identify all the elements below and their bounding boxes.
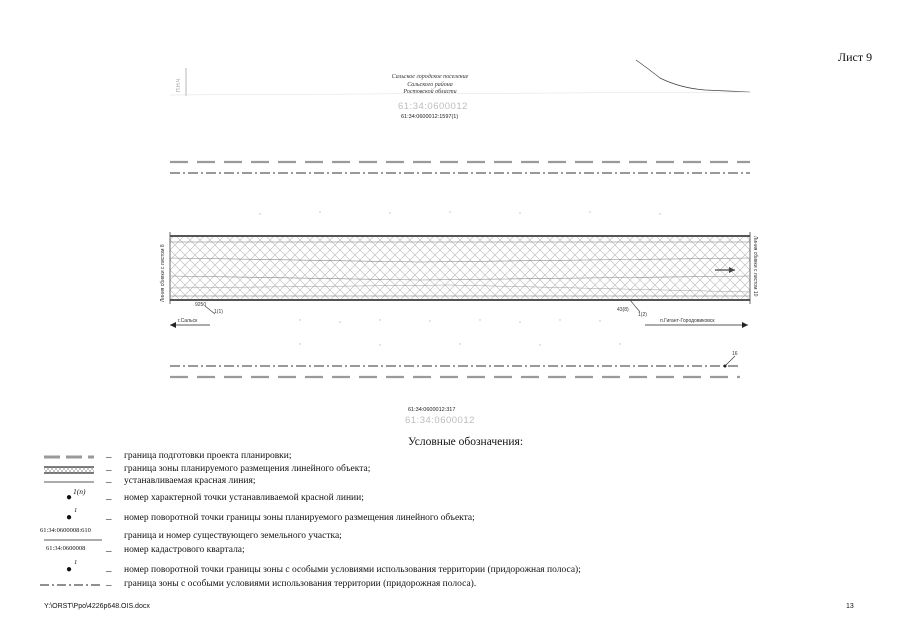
legend-symbol-text: 1 [74,507,78,514]
settlement-line: Ростовской области [403,89,457,95]
legend-item [0,487,905,508]
legend-dash: – [106,545,112,557]
file-path: Y:\ORST\Ppo\4226p648.OIS.docx [44,603,150,610]
legend-title: Условные обозначения: [408,436,524,448]
point-right-code: 43(8) [617,307,629,313]
right-direction-label: п.Гигант-Городовиковск [660,318,715,324]
top-quarter-number: 61:34:0600012 [398,101,468,112]
sheet-label: Лист 9 [838,50,873,64]
point-dot-icon: ● [66,564,73,575]
legend-dash: – [106,565,112,577]
legend-symbol-text: 61:34:0600008:610 [40,527,91,534]
settlement-line: Сальское городское поселение [391,74,469,80]
red-line-symbol [44,478,94,486]
legend-item [0,507,905,528]
zone-hatch [170,236,750,300]
legend-dash: – [106,579,112,591]
legend-text: номер характерной точки устанавливаемой красной линии; [124,493,364,503]
point-left-code: 9250 [195,302,207,308]
legend-dash: – [106,464,112,476]
vertical-mark-text: П.Н.Ч. [176,77,182,92]
point-right-number: 1(2) [638,312,647,318]
legend-dash: – [106,513,112,525]
settlement-name [330,74,530,97]
legend-symbol-text: 1 [74,559,78,566]
zone-boundary-symbol [44,465,94,475]
special-zone-boundary-symbol [40,581,100,589]
legend-text: номер поворотной точки границы зоны с особыми условиями использования территории (придорожная полоса); [124,565,581,575]
legend-item [0,527,905,545]
point-dot-icon: ● [66,492,73,503]
legend-text: граница зоны планируемого размещения линейного объекта; [124,464,371,474]
top-parcel-number: 61:34:0600012:1597(1) [401,114,459,120]
legend-text: номер поворотной точки границы зоны планируемого размещения линейного объекта; [124,513,475,523]
legend-dash: – [106,451,112,463]
left-direction-label: г.Сальск [178,318,198,324]
page-number: 13 [846,603,854,610]
parcel-line-symbol [44,538,102,542]
parcel-boundary-curve [636,60,750,92]
legend-text: номер кадастрового квартала; [124,545,245,555]
legend-text: граница зоны с особыми условиями использования территории (придорожная полоса). [124,579,477,589]
point-dot-icon: ● [66,512,73,523]
legend-dash: – [106,493,112,505]
point-left-number: 1(1) [214,309,223,315]
legend-item [0,559,905,580]
legend-item [0,579,905,597]
point-mark-number: 16 [732,351,738,357]
bottom-quarter-number: 61:34:0600012 [405,415,475,426]
planning-boundary-symbol [44,453,94,461]
legend-symbol-text: 61:34:0600008 [46,545,86,552]
legend-text: граница и номер существующего земельного участка; [124,531,342,541]
settlement-line: Сальского района [407,81,453,88]
legend-item [0,545,905,563]
legend-dash: – [106,476,112,488]
bottom-parcel-number: 61:34:0600012:317 [408,407,456,413]
left-sheet-note: Линия сбивки с листом 8 [160,244,166,302]
legend-text: граница подготовки проекта планировки; [124,451,292,461]
legend-symbol-text: 1(n) [73,487,86,496]
legend-text: устанавливаемая красная линия; [124,476,256,486]
right-sheet-note: Линия сбивки с листом 10 [752,236,758,297]
